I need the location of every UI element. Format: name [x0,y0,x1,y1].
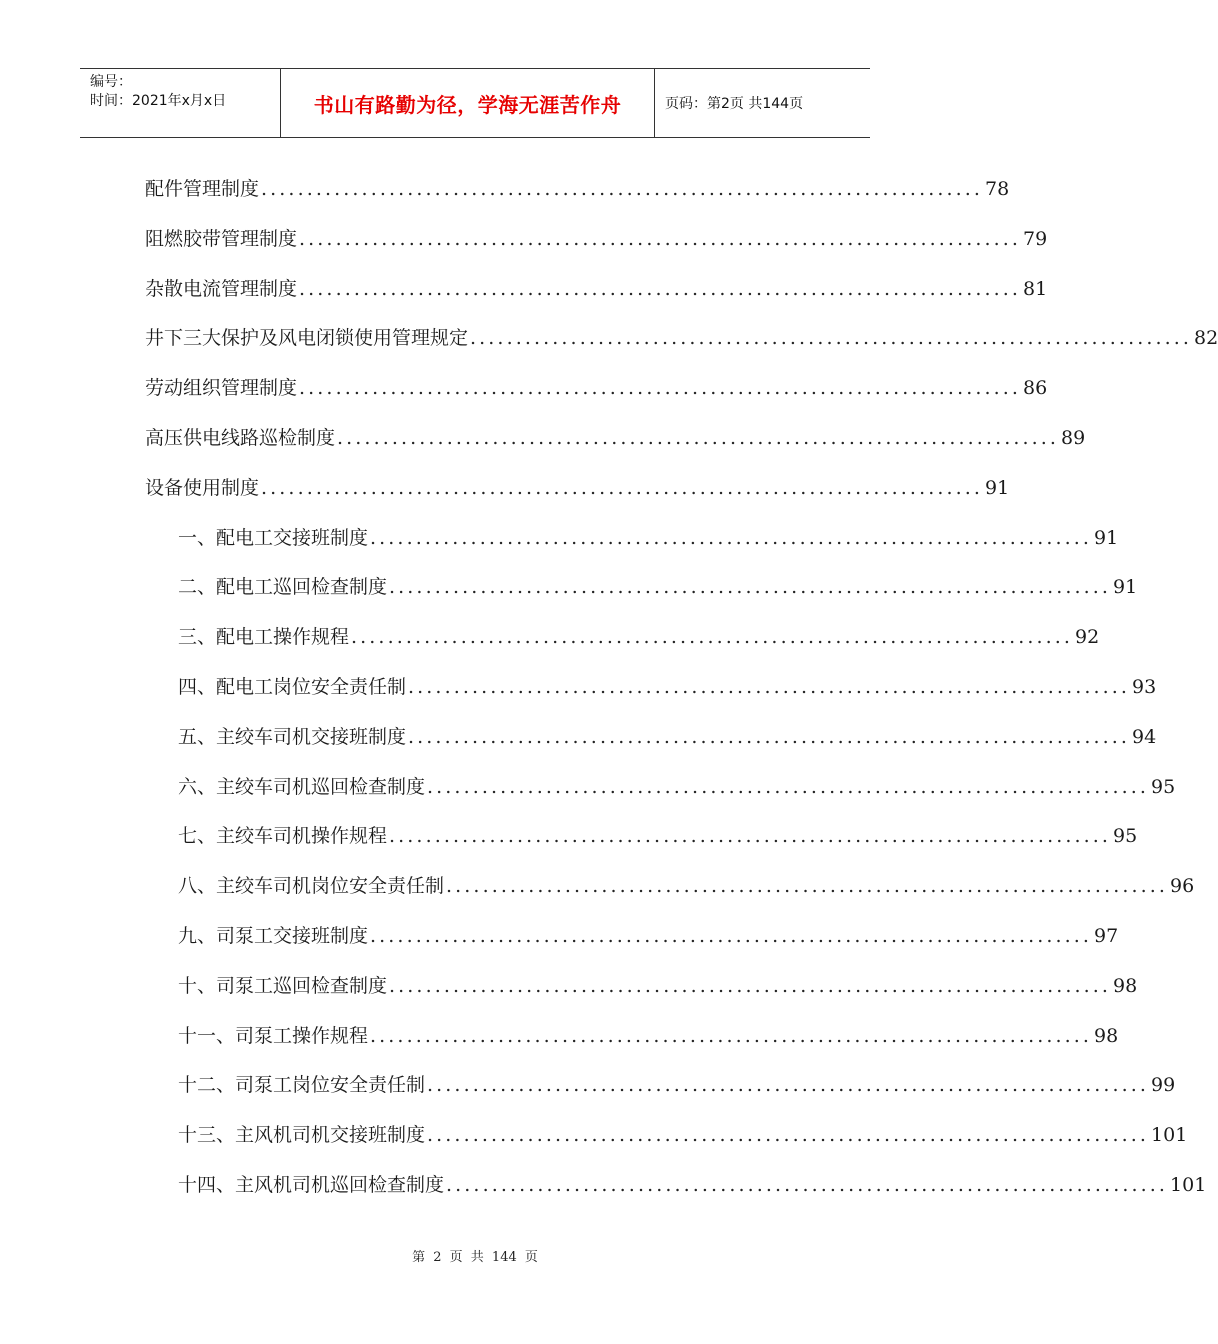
toc-entry[interactable] [145,373,1048,403]
toc-entry-title: 七、主绞车司机操作规程 [178,825,388,848]
toc-leader-dots: ............................................................................... [427,775,1150,798]
header-meta [80,69,281,137]
toc-entry[interactable] [178,871,1195,901]
toc-entry-page-number: 98 [1113,974,1138,997]
toc-entry-page-number: 86 [1023,377,1048,400]
document-time-label: 时间：2021年x月x日 [90,93,227,109]
toc-entry-page-number: 79 [1023,227,1048,250]
toc-entry-title: 配件管理制度 [145,178,260,200]
toc-entry-page-number: 92 [1075,626,1100,649]
toc-entry-page-number: 82 [1194,327,1218,350]
toc-entry[interactable] [145,224,1048,254]
toc-entry-title: 十三、主风机司机交接班制度 [178,1124,426,1147]
toc-leader-dots: ............................................................................... [446,1174,1169,1196]
toc-leader-dots: ............................................................................... [261,178,984,200]
toc-leader-dots: ............................................................................... [408,725,1131,748]
toc-leader-dots: ............................................................................... [370,526,1093,549]
toc-leader-dots: ............................................................................... [389,974,1112,997]
header-motto: 书山有路勤为径，学海无涯苦作舟 [281,69,655,137]
toc-entry-page-number: 99 [1151,1074,1176,1097]
toc-entry[interactable] [145,174,1010,204]
toc-entry-page-number: 101 [1151,1124,1188,1147]
toc-leader-dots: ............................................................................... [299,277,1022,300]
toc-entry[interactable] [145,423,1086,453]
document-number-label: 编号： [90,74,132,90]
toc-entry-page-number: 78 [985,178,1010,200]
toc-entry[interactable] [178,622,1100,652]
toc-entry-title: 一、配电工交接班制度 [178,526,369,549]
toc-entry-title: 设备使用制度 [145,476,260,499]
toc-entry-title: 六、主绞车司机巡回检查制度 [178,775,426,798]
toc-entry-title: 十、司泵工巡回检查制度 [178,974,388,997]
toc-entry-title: 十四、主风机司机巡回检查制度 [178,1174,445,1196]
toc-leader-dots: ............................................................................... [389,576,1112,599]
page-footer: 第 2 页 共 144 页 [412,1250,538,1265]
toc-entry-title: 四、配电工岗位安全责任制 [178,676,407,698]
toc-entry-title: 五、主绞车司机交接班制度 [178,725,407,748]
toc-entry-page-number: 94 [1132,725,1157,748]
toc-entry[interactable] [178,1170,1207,1200]
toc-entry-page-number: 81 [1023,277,1048,300]
toc-entry-page-number: 91 [985,476,1010,499]
toc-entry[interactable] [178,672,1157,702]
toc-entry-page-number: 89 [1061,427,1086,449]
toc-entry[interactable] [145,323,1218,353]
toc-leader-dots: ............................................................................... [427,1124,1150,1147]
toc-entry[interactable] [178,1120,1188,1150]
toc-leader-dots: ............................................................................... [370,1024,1093,1047]
toc-entry-title: 阻燃胶带管理制度 [145,227,298,250]
toc-leader-dots: ............................................................................... [299,227,1022,250]
toc-leader-dots: ............................................................................... [337,427,1060,449]
toc-leader-dots: ............................................................................... [446,875,1169,898]
toc-entry-page-number: 96 [1170,875,1195,898]
toc-entry[interactable] [178,722,1157,752]
toc-entry-page-number: 95 [1113,825,1138,848]
toc-entry-title: 高压供电线路巡检制度 [145,427,336,449]
header-page-info: 页码：第2页 共144页 [665,96,804,112]
toc-leader-dots: ............................................................................... [470,327,1193,350]
page-header [80,68,870,138]
toc-entry-title: 九、司泵工交接班制度 [178,925,369,947]
toc-leader-dots: ............................................................................... [299,377,1022,400]
toc-entry[interactable] [178,1021,1119,1051]
toc-entry-title: 劳动组织管理制度 [145,377,298,400]
toc-entry-title: 井下三大保护及风电闭锁使用管理规定 [145,327,469,350]
toc-entry-page-number: 95 [1151,775,1176,798]
toc-entry-title: 二、配电工巡回检查制度 [178,576,388,599]
toc-leader-dots: ............................................................................... [389,825,1112,848]
toc-entry-title: 杂散电流管理制度 [145,277,298,300]
toc-entry[interactable] [178,523,1119,553]
toc-entry-title: 十二、司泵工岗位安全责任制 [178,1074,426,1097]
toc-leader-dots: ............................................................................... [427,1074,1150,1097]
toc-entry[interactable] [145,473,1010,503]
toc-entry[interactable] [178,572,1138,602]
toc-entry[interactable] [145,274,1048,304]
toc-entry-page-number: 93 [1132,676,1157,698]
toc-entry-page-number: 101 [1170,1174,1207,1196]
toc-entry[interactable] [178,971,1138,1001]
toc-entry[interactable] [178,1070,1176,1100]
toc-entry-page-number: 97 [1094,925,1119,947]
toc-entry[interactable] [178,821,1138,851]
toc-entry-title: 三、配电工操作规程 [178,626,350,649]
toc-leader-dots: ............................................................................... [261,476,984,499]
toc-entry-page-number: 91 [1113,576,1138,599]
toc-entry[interactable] [178,772,1176,802]
toc-entry-page-number: 91 [1094,526,1119,549]
toc-entry-title: 八、主绞车司机岗位安全责任制 [178,875,445,898]
toc-leader-dots: ............................................................................... [351,626,1074,649]
toc-leader-dots: ............................................................................... [408,676,1131,698]
toc-entry[interactable] [178,921,1119,951]
toc-leader-dots: ............................................................................... [370,925,1093,947]
toc-entry-page-number: 98 [1094,1024,1119,1047]
toc-entry-title: 十一、司泵工操作规程 [178,1024,369,1047]
